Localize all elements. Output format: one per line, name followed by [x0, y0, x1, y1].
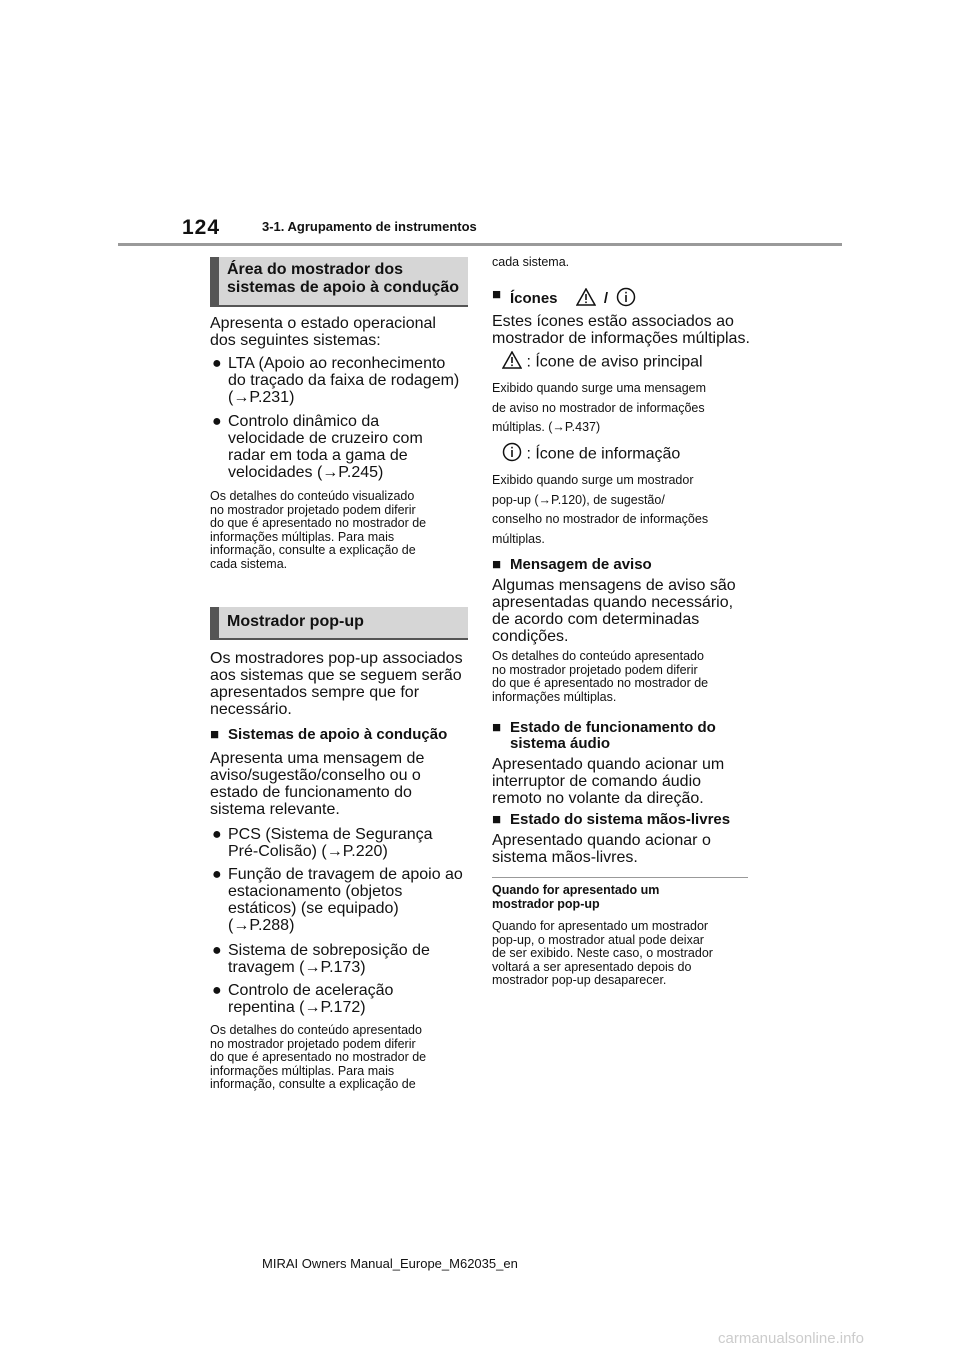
label-text: : Ícone de informação: [526, 445, 681, 463]
subheading-hands-free: [492, 812, 754, 828]
text-line: (→P.231): [228, 389, 295, 406]
subheading-text: Ícones: [510, 289, 558, 307]
header-divider: [118, 243, 842, 246]
note-text: [210, 490, 472, 572]
text-line: estacionamento (objetos: [228, 883, 403, 900]
subheading-icons: [492, 287, 754, 311]
continued-text: [492, 256, 754, 270]
text-line: do que é apresentado no mostrador de: [492, 676, 709, 691]
warning-icon-label: [492, 351, 754, 374]
hands-free-paragraph: [492, 832, 754, 866]
text-line: interruptor de comando áudio: [492, 773, 702, 790]
text-line: Apresentado quando acionar o: [492, 832, 711, 849]
text-line: conselho no mostrador de informações: [492, 512, 709, 526]
text-line: do que é apresentado no mostrador de: [210, 1050, 427, 1065]
tip-text: [492, 920, 754, 988]
warning-triangle-icon: [576, 288, 596, 310]
info-circle-icon: [502, 442, 522, 467]
intro-paragraph: [210, 315, 472, 349]
text-line: dos seguintes sistemas:: [210, 332, 381, 349]
page-number: 124: [182, 216, 221, 239]
text-line: mostrador pop-up desaparecer.: [492, 973, 667, 988]
subheading-text: sistema áudio: [510, 735, 611, 752]
square-marker-icon: ■: [492, 556, 502, 573]
subheading-text: Estado do sistema mãos-livres: [510, 811, 731, 828]
bullet-item: [210, 982, 472, 1016]
text-line: Quando for apresentado um: [492, 883, 660, 897]
bullet-dot-icon: ●: [212, 982, 222, 999]
sub1-paragraph: [210, 750, 472, 818]
bullet-item: [210, 866, 472, 934]
subheading-audio: [492, 720, 754, 752]
label-text: : Ícone de aviso principal: [526, 353, 703, 371]
text-line: apresentados sempre que for: [210, 684, 420, 701]
text-line: múltiplas. (→P.437): [492, 420, 601, 434]
text-line: de aviso no mostrador de informações: [492, 400, 705, 415]
heading-line: Área do mostrador dos: [227, 261, 404, 278]
info-circle-icon: [616, 287, 636, 311]
text-line: PCS (Sistema de Segurança: [228, 826, 433, 843]
text-line: do traçado da faixa de rodagem): [228, 372, 460, 389]
text-line: estado de funcionamento do: [210, 784, 412, 801]
subheading-warning-message: [492, 557, 754, 573]
text-line: aos sistemas que se seguem serão: [210, 667, 462, 684]
text-line: Os detalhes do conteúdo visualizado: [210, 489, 415, 503]
text-line: mostrador pop-up: [492, 896, 600, 911]
text-line: Exibido quando surge uma mensagem: [492, 381, 707, 395]
text-line: Quando for apresentado um mostrador: [492, 919, 709, 933]
text-line: no mostrador projetado podem diferir: [492, 662, 698, 677]
text-line: Apresentado quando acionar um: [492, 756, 725, 773]
note-text: [210, 1024, 472, 1092]
text-line: velocidade de cruzeiro com: [228, 430, 423, 447]
icons-paragraph: [492, 313, 754, 347]
warning-triangle-icon: [502, 351, 522, 374]
text-line: de ser exibido. Neste caso, o mostrador: [492, 946, 713, 961]
text-line: informação, consulte a explicação de: [210, 543, 416, 558]
tip-divider: [492, 877, 748, 878]
text-line: Apresenta uma mensagem de: [210, 750, 425, 767]
text-line: Função de travagem de apoio ao: [228, 866, 463, 883]
text-line: LTA (Apoio ao reconhecimento: [228, 355, 446, 372]
text-line: pop-up (→P.120), de sugestão/: [492, 492, 665, 507]
text-line: do que é apresentado no mostrador de: [210, 516, 427, 531]
text-line: múltiplas.: [492, 531, 545, 546]
square-marker-icon: ■: [492, 811, 502, 828]
square-marker-icon: ■: [492, 719, 502, 736]
bullet-dot-icon: ●: [212, 826, 222, 843]
subheading-text: Sistemas de apoio à condução: [228, 726, 448, 743]
subheading-driving-support: [210, 727, 472, 743]
text-line: Controlo de aceleração: [228, 982, 394, 999]
text-line: voltará a ser apresentado depois do: [492, 959, 692, 974]
bullet-item: [210, 942, 472, 976]
tip-title: [492, 884, 754, 911]
text-line: mostrador de informações múltiplas.: [492, 330, 750, 347]
text-line: informações múltiplas. Para mais: [210, 1063, 395, 1078]
text-line: cada sistema.: [210, 556, 288, 571]
text-line: Controlo dinâmico da: [228, 413, 380, 430]
square-marker-icon: ■: [492, 286, 502, 303]
text-line: remoto no volante da direção.: [492, 790, 704, 807]
section-title: 3-1. Agrupamento de instrumentos: [262, 219, 477, 234]
heading-line: sistemas de apoio à condução: [227, 279, 460, 296]
heading-box-popup: [210, 607, 468, 640]
text-line: aviso/sugestão/conselho ou o: [210, 767, 421, 784]
bullet-item: [210, 826, 472, 860]
text-line: Os mostradores pop-up associados: [210, 650, 463, 667]
footer-text: MIRAI Owners Manual_Europe_M62035_en: [262, 1256, 518, 1271]
text-line: estáticos) (se equipado): [228, 900, 399, 917]
text-line: no mostrador projetado podem diferir: [210, 502, 416, 517]
text-line: repentina (→P.172): [228, 999, 366, 1016]
text-line: sistema mãos-livres.: [492, 849, 638, 866]
text-line: radar em toda a gama de: [228, 447, 408, 464]
separator-text: /: [603, 289, 609, 307]
text-line: condições.: [492, 628, 569, 645]
text-line: informações múltiplas. Para mais: [210, 529, 395, 544]
bullet-dot-icon: ●: [212, 866, 222, 883]
bullet-dot-icon: ●: [212, 942, 222, 959]
text-line: Exibido quando surge um mostrador: [492, 473, 694, 487]
text-line: Os detalhes do conteúdo apresentado: [210, 1023, 422, 1037]
heading-line: Mostrador pop-up: [227, 613, 364, 630]
text-line: necessário.: [210, 701, 292, 718]
text-line: informação, consulte a explicação de: [210, 1077, 416, 1092]
info-note: [492, 471, 754, 549]
text-line: Estes ícones estão associados ao: [492, 313, 734, 330]
warning-message-paragraph: [492, 577, 754, 645]
text-line: pop-up, o mostrador atual pode deixar: [492, 932, 704, 947]
text-line: apresentadas quando necessário,: [492, 594, 734, 611]
text-line: velocidades (→P.245): [228, 464, 384, 481]
subheading-text: Mensagem de aviso: [510, 556, 652, 573]
info-icon-label: [492, 442, 754, 467]
bullet-dot-icon: ●: [212, 413, 222, 430]
bullet-item: [210, 413, 472, 481]
warning-message-note: [492, 650, 754, 704]
text-line: Os detalhes do conteúdo apresentado: [492, 649, 704, 663]
square-marker-icon: ■: [210, 726, 220, 743]
watermark: carmanualsonline.info: [718, 1330, 864, 1347]
subheading-text: Estado de funcionamento do: [510, 719, 716, 736]
bullet-item: [210, 355, 472, 406]
text-line: cada sistema.: [492, 255, 570, 269]
text-line: Algumas mensagens de aviso são: [492, 577, 736, 594]
text-line: Pré-Colisão) (→P.220): [228, 843, 388, 860]
text-line: sistema relevante.: [210, 801, 340, 818]
text-line: informações múltiplas.: [492, 689, 617, 704]
audio-paragraph: [492, 756, 754, 807]
text-line: (→P.288): [228, 917, 295, 934]
warning-note: [492, 379, 754, 438]
text-line: de acordo com determinadas: [492, 611, 700, 628]
popup-intro: [210, 650, 472, 718]
text-line: travagem (→P.173): [228, 959, 366, 976]
text-line: no mostrador projetado podem diferir: [210, 1036, 416, 1051]
heading-box-driving-support: [210, 257, 468, 307]
text-line: Apresenta o estado operacional: [210, 315, 436, 332]
bullet-dot-icon: ●: [212, 355, 222, 372]
text-line: Sistema de sobreposição de: [228, 942, 430, 959]
